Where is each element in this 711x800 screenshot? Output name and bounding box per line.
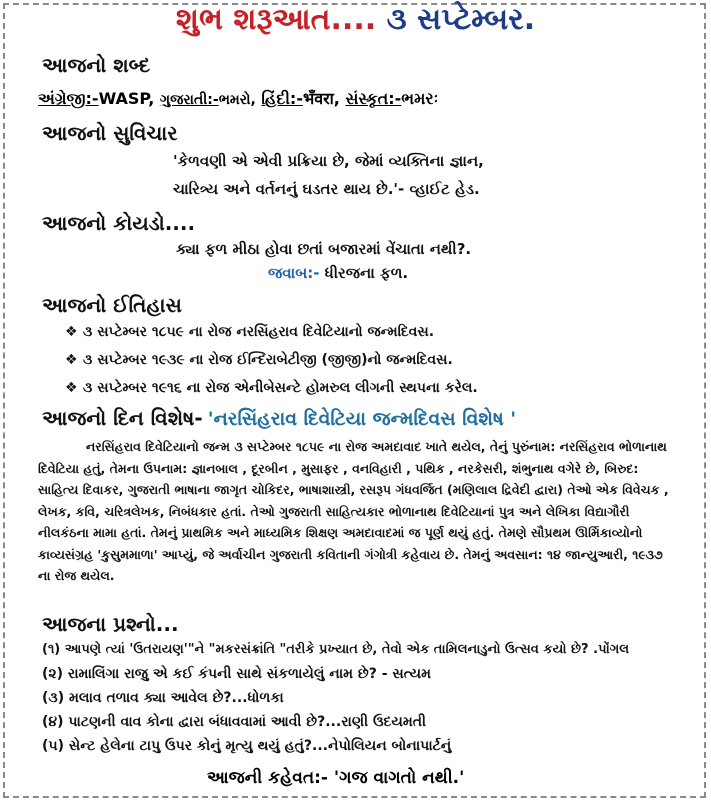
quiz-question: (૪) પાટણની વાવ કોના દ્વારા બંધાવવામાં આવી છે?...રાણી ઉદયમતી <box>42 714 426 730</box>
quiz-question: (૧) આપણે ત્યાં 'ઉતરાયણ'"ને "મકરસંક્રાંતિ "તરીકે પ્રખ્યાત છે, તેવો એક તામિલનાડુનો ઉત્સવ કયો છે? .પોંગલ <box>42 642 630 657</box>
special-heading: આજનો દિન વિશેષ- <box>42 406 203 430</box>
proverb-row <box>207 768 464 788</box>
proverb-text: 'ગજ વાગતો નથી.' <box>333 768 465 788</box>
answer-text: ધીરજના ફળ. <box>324 264 409 282</box>
gujarati-label: ગુજરાતી:- <box>159 92 219 108</box>
special-subject: 'નરસિંહરાવ દિવેટિયા જન્મદિવસ વિશેષ ' <box>207 408 517 430</box>
special-heading-row <box>42 406 516 430</box>
english-word: WASP, <box>98 89 155 108</box>
quiz-question: (૫) સેન્ટ હેલેના ટાપુ ઉપર કોનું મૃત્યુ થયું હતું?...નેપોલિયન બોનાપાર્ટનું <box>42 738 452 754</box>
word-heading: આજનો શબ્દ <box>42 53 151 77</box>
hindi-word: भँवरा, <box>302 89 340 108</box>
title-greeting: શુભ શરૂઆત.... <box>175 2 377 37</box>
thought-line-2: ચારિત્ર્ય અને વર્તનનું ઘડતર થાય છે.'- વ્હાઈટ હેડ. <box>173 180 480 198</box>
proverb-label: આજની કહેવત:- <box>207 768 328 788</box>
history-item: ❖ ૩ સપ્ટેમ્બર ૧૯૧૬ ના રોજ એનીબેસન્ટે હોમરુલ લીગની સ્થપના કરેલ. <box>65 380 478 396</box>
quiz-heading: આજના પ્રશ્નો... <box>42 612 179 636</box>
answer-label: જવાબ:- <box>268 264 320 282</box>
history-item: ❖ ૩ સપ્ટેમ્બર ૧૮૫૯ ના રોજ નરસિંહરાવ દિવેટિયાનો જન્મદિવસ. <box>65 324 435 340</box>
bullet-icon: ❖ <box>65 324 78 340</box>
thought-line-1: 'કેળવણી એ એવી પ્રક્રિયા છે, જેમાં વ્યક્તિના જ્ઞાન, <box>173 152 484 170</box>
sanskrit-label: સંસ્કૃત:- <box>345 89 402 108</box>
quiz-question: (૩) મલાવ તળાવ ક્યા આવેલ છે?...ધોળકા <box>42 690 284 706</box>
hindi-label: હિંદી:- <box>261 89 303 108</box>
riddle-question: ક્યા ફળ મીઠા હોવા છતાં બજારમાં વેંચાતા નથી?. <box>176 240 472 258</box>
history-heading: આજનો ઈતિહાસ <box>42 293 182 317</box>
gujarati-word: ભમરો, <box>218 92 256 108</box>
history-item: ❖ ૩ સપ્ટેમ્બર ૧૯૩૯ ના રોજ ઈન્દિરાબેટીજી (જીજી)નો જન્મદિવસ. <box>65 352 453 368</box>
word-row <box>38 87 438 109</box>
thought-heading: આજનો સુવિચાર <box>42 121 178 145</box>
sanskrit-word: ભમરઃ <box>401 89 439 108</box>
riddle-answer-row <box>268 264 408 282</box>
special-paragraph: નરસિંહરાવ દિવેટિયાનો જન્મ ૩ સપ્ટેમ્બર ૧૮૫૯ ના રોજ અમદાવાદ ખાતે થયેલ, તેનું પુરુંનામ: નરસિંહરાવ ભોળાનાથ દિવેટિયા હતું, તેમના ઉપનામ: જ્ઞાનબાલ , દૂરબીન , મુસાફર , વનવિહારી , પથિક , નરકેસરી, શંભુનાથ વગેરે છે, બિરુદ: સાહિત્ય દિવાકર, ગુજરાતી ભાષાના જાગૃત ચોકિદર, ભાષાશાસ્ત્રી, રસરૂપ ગંધવર્જિત (મણિલાલ દ્રિવેદી દ્વારા) તેઓ એક વિવેચક , લેખક, કવિ, ચરિત્રલેખક, નિબંધકાર હતાં. તેઓ ગુજરાતી સાહિત્યકાર ભોળાનાથ દિવેટિયાનાં પુત્ર અને લેખિકા વિદ્યાગૌરી નીલકંઠના મામા હતાં. તેમનું પ્રાથમિક અને માધ્યમિક શિક્ષણ અમદાવાદમાં જ પૂર્ણ થયું હતું. તેમણે સૌપ્રથમ ઊર્મિકાવ્યોનો કાવ્યસંગ્રહ 'કુસુમમાળા' આપ્યું, જે અર્વાચીન ગુજરાતી કવિતાની ગંગોત્રી કહેવાય છે. તેમનું અવસાન: ૧૪ જાન્યુઆરી, ૧૯૩૭ ના રોજ થયેલ. <box>38 439 669 583</box>
title-date: ૩ સપ્ટેમ્બર. <box>386 2 536 37</box>
page-title <box>0 2 711 37</box>
bullet-icon: ❖ <box>65 380 78 396</box>
english-label: અંગ્રેજી:- <box>38 89 99 108</box>
bullet-icon: ❖ <box>65 352 78 368</box>
riddle-heading: આજનો કોયડો.... <box>42 211 196 235</box>
quiz-question: (૨) રામાલિંગા રાજુ એ કઈ કંપની સાથે સંકળાયેલું નામ છે? - સત્યમ <box>42 666 431 682</box>
